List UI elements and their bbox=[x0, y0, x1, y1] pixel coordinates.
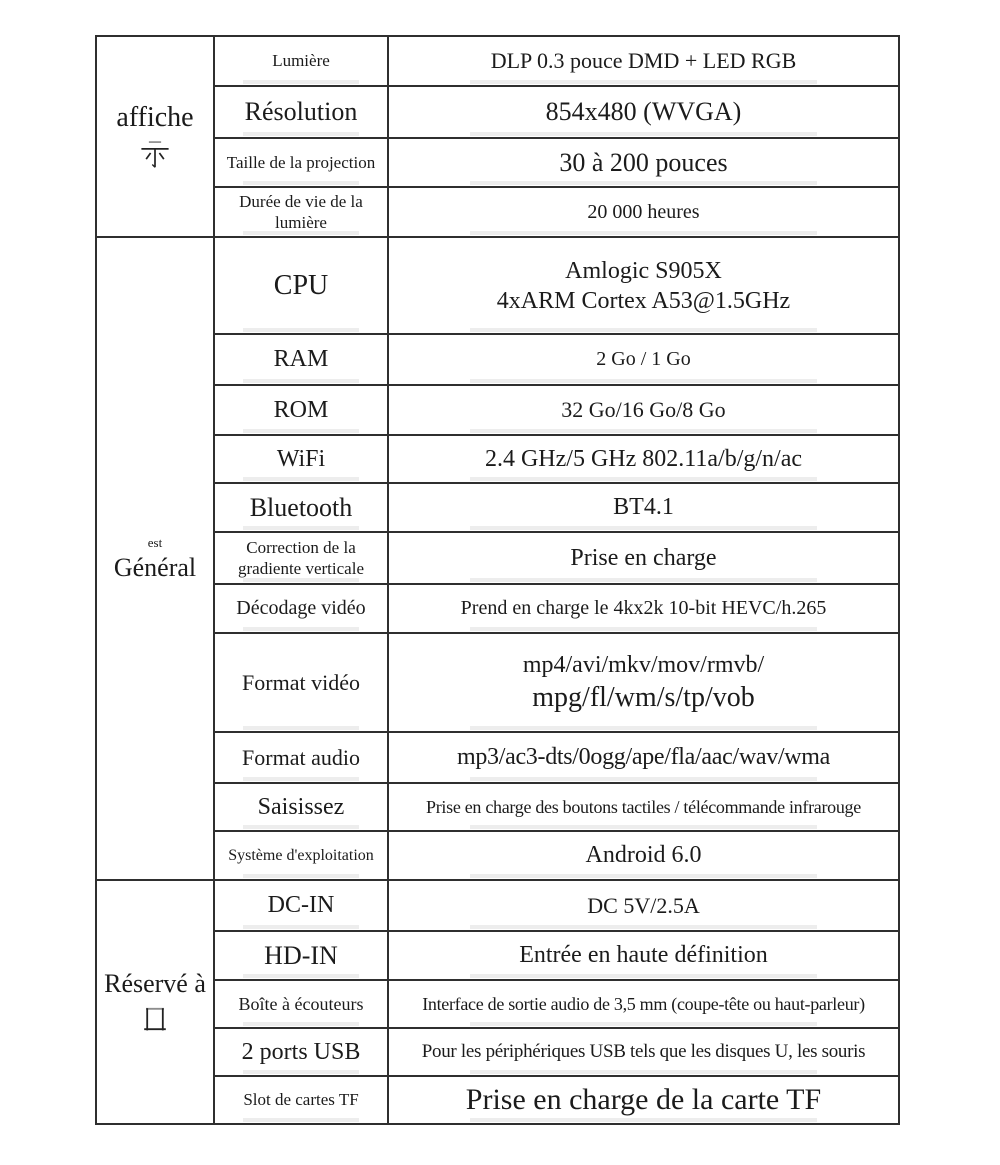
value-resolution: 854x480 (WVGA) bbox=[388, 86, 899, 138]
label-ram: RAM bbox=[214, 334, 388, 385]
label-saisissez: Saisissez bbox=[214, 783, 388, 831]
table-row bbox=[96, 1076, 899, 1124]
label-wifi: WiFi bbox=[214, 435, 388, 483]
table-row bbox=[96, 880, 899, 931]
value-hd-in: Entrée en haute définition bbox=[388, 931, 899, 980]
value-systeme-exploitation: Android 6.0 bbox=[388, 831, 899, 880]
value-line: Amlogic S905X bbox=[565, 257, 722, 284]
value-duree-vie: 20 000 heures bbox=[388, 187, 899, 237]
table-row bbox=[96, 633, 899, 732]
label-systeme-exploitation: Système d'exploitation bbox=[214, 831, 388, 880]
table-row bbox=[96, 1028, 899, 1076]
section-header-general bbox=[96, 237, 214, 880]
table-row bbox=[96, 435, 899, 483]
section-title: Général bbox=[113, 552, 197, 582]
label-duree-vie: Durée de vie de la lumière bbox=[214, 187, 388, 237]
value-boite-ecouteurs: Interface de sortie audio de 3,5 mm (coupe-tête ou haut-parleur) bbox=[388, 980, 899, 1028]
table-row bbox=[96, 36, 899, 86]
table-row bbox=[96, 931, 899, 980]
cjk-kou-icon bbox=[140, 1003, 170, 1035]
label-resolution: Résolution bbox=[214, 86, 388, 138]
section-header-reserve bbox=[96, 880, 214, 1124]
label-cpu: CPU bbox=[214, 237, 388, 334]
table-row bbox=[96, 237, 899, 334]
section-title: affiche bbox=[116, 101, 194, 133]
value-format-audio: mp3/ac3-dts/0ogg/ape/fla/aac/wav/wma bbox=[388, 732, 899, 783]
label-bluetooth: Bluetooth bbox=[214, 483, 388, 532]
label-boite-ecouteurs: Boîte à écouteurs bbox=[214, 980, 388, 1028]
label-dc-in: DC-IN bbox=[214, 880, 388, 931]
value-correction-gradiente: Prise en charge bbox=[388, 532, 899, 584]
table-row bbox=[96, 980, 899, 1028]
table-row bbox=[96, 483, 899, 532]
label-lumiere: Lumière bbox=[214, 36, 388, 86]
value-rom: 32 Go/16 Go/8 Go bbox=[388, 385, 899, 435]
value-slot-tf: Prise en charge de la carte TF bbox=[388, 1076, 899, 1124]
value-taille-projection: 30 à 200 pouces bbox=[388, 138, 899, 187]
label-decodage-video: Décodage vidéo bbox=[214, 584, 388, 633]
value-line: mpg/fl/wm/s/tp/vob bbox=[532, 682, 755, 713]
value-wifi: 2.4 GHz/5 GHz 802.11a/b/g/n/ac bbox=[388, 435, 899, 483]
table-row bbox=[96, 584, 899, 633]
table-row bbox=[96, 732, 899, 783]
label-format-video: Format vidéo bbox=[214, 633, 388, 732]
table-row bbox=[96, 334, 899, 385]
cjk-shi-icon bbox=[138, 138, 172, 172]
label-hd-in: HD-IN bbox=[214, 931, 388, 980]
section-title-small: est bbox=[147, 534, 163, 550]
value-saisissez: Prise en charge des boutons tactiles / télécommande infrarouge bbox=[388, 783, 899, 831]
label-format-audio: Format audio bbox=[214, 732, 388, 783]
value-bluetooth: BT4.1 bbox=[388, 483, 899, 532]
value-format-video bbox=[388, 633, 899, 732]
value-lumiere: DLP 0.3 pouce DMD + LED RGB bbox=[388, 36, 899, 86]
value-decodage-video: Prend en charge le 4kx2k 10-bit HEVC/h.265 bbox=[388, 584, 899, 633]
value-ram: 2 Go / 1 Go bbox=[388, 334, 899, 385]
table-row bbox=[96, 532, 899, 584]
value-line: mp4/avi/mkv/mov/rmvb/ bbox=[522, 652, 765, 678]
label-slot-tf: Slot de cartes TF bbox=[214, 1076, 388, 1124]
label-taille-projection: Taille de la projection bbox=[214, 138, 388, 187]
table-row bbox=[96, 138, 899, 187]
label-rom: ROM bbox=[214, 385, 388, 435]
table-row bbox=[96, 783, 899, 831]
value-dc-in: DC 5V/2.5A bbox=[388, 880, 899, 931]
value-cpu bbox=[388, 237, 899, 334]
table-row bbox=[96, 831, 899, 880]
spec-table bbox=[95, 35, 900, 1125]
value-ports-usb: Pour les périphériques USB tels que les disques U, les souris bbox=[388, 1028, 899, 1076]
table-row bbox=[96, 86, 899, 138]
value-line: 4xARM Cortex A53@1.5GHz bbox=[496, 287, 791, 314]
table-row bbox=[96, 385, 899, 435]
section-header-affiche bbox=[96, 36, 214, 237]
label-correction-gradiente: Correction de la gradiente verticale bbox=[214, 532, 388, 584]
label-ports-usb: 2 ports USB bbox=[214, 1028, 388, 1076]
section-title: Réservé à bbox=[104, 969, 206, 998]
table-row bbox=[96, 187, 899, 237]
